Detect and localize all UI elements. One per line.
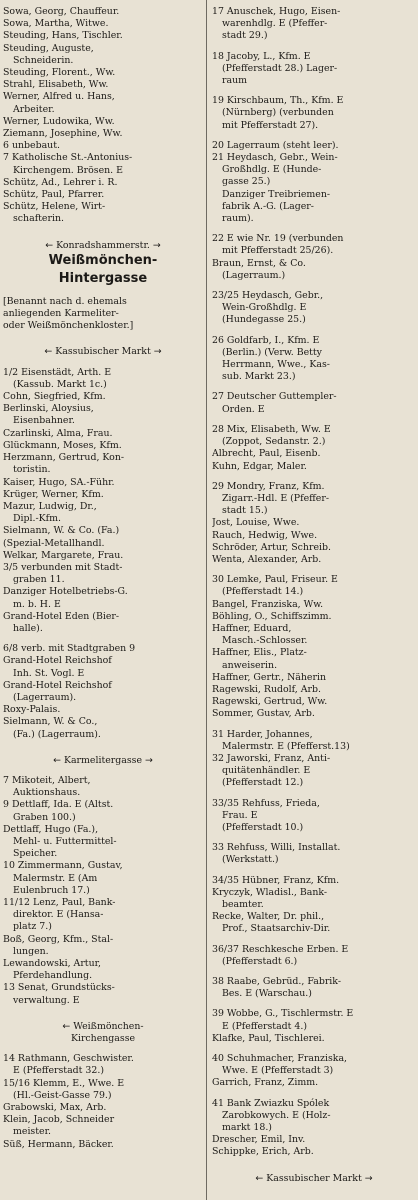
entry-line: 38 Raabe, Gebrüd., Fabrik- — [212, 976, 341, 988]
entry-line: raum — [222, 75, 247, 87]
entry-line: 7 Katholische St.-Antonius- — [3, 152, 133, 164]
entry-line: 1/2 Eisenstädt, Arth. E — [3, 366, 112, 378]
entry-line: 33/35 Rehfuss, Frieda, — [212, 797, 320, 809]
entry-line: Schütz, Paul, Pfarrer. — [3, 189, 105, 201]
entry-line: 7 Mikoteit, Albert, — [3, 774, 91, 786]
spacer — [212, 968, 416, 976]
entry-line: Kirchengem. Brösen. E — [13, 164, 123, 176]
entry-line: 30 Lemke, Paul, Friseur. E — [212, 574, 338, 586]
entry-line: Auktionshaus. — [13, 787, 81, 799]
entry-line: sub. Markt 23.) — [222, 371, 296, 383]
entry-line: 17 Anuschek, Hugo, Eisen- — [212, 6, 341, 17]
entry-line: Ragewski, Rudolf, Arb. — [212, 683, 321, 695]
entry-line: 26 Goldfarb, I., Kfm. E — [212, 334, 320, 346]
entry-line: E (Pfefferstadt 4.) — [222, 1020, 308, 1032]
entry-line: Zigarr.-Hdl. E (Pfeffer- — [222, 492, 329, 504]
entry-line: Graben 100.) — [13, 811, 76, 823]
entry-line: 40 Schuhmacher, Franziska, — [212, 1053, 348, 1065]
entry-line: 41 Bank Zwiazku Spólek — [212, 1097, 330, 1109]
entry-line: Dettlaff, Hugo (Fa.), — [3, 823, 99, 835]
entry-line: Roxy-Palais. — [3, 704, 61, 716]
entry-line: Schneiderin. — [13, 54, 74, 66]
entry-line: 27 Deutscher Guttempler- — [212, 391, 337, 403]
spacer — [212, 936, 416, 944]
entry-line: Großhdlg. E (Hunde- — [222, 164, 322, 176]
entry-line: (Werkstatt.) — [222, 854, 279, 866]
entry-line: 20 Lagerraum (steht leer). — [212, 139, 339, 151]
entry-line: Grand-Hotel Eden (Bier- — [3, 610, 120, 622]
entry-line: 15/16 Klemm, E., Wwe. E — [3, 1077, 125, 1089]
entry-line: Ragewski, Gertrud, Ww. — [212, 696, 328, 708]
entry-line: Schippke, Erich, Arb. — [212, 1146, 314, 1158]
entry-line: Masch.-Schlosser. — [222, 635, 308, 647]
cross-street-label: Konradshammerstr. — [56, 239, 150, 251]
spacer — [212, 834, 416, 842]
entry-line: (Spezial-Metallhandl. — [3, 537, 105, 549]
entry-line: (Fa.) (Lagerraum). — [13, 728, 101, 740]
spacer — [212, 867, 416, 875]
arrow-left-icon: ← — [255, 1172, 267, 1184]
entry-line: toristin. — [13, 464, 51, 476]
entry-line: (Nürnberg) (verbunden — [222, 107, 334, 119]
spacer — [212, 87, 416, 95]
entry-line: Malermstr. E (Am — [13, 872, 98, 884]
spacer — [212, 327, 416, 335]
entry-line: oder Weißmönchenkloster.] — [3, 320, 134, 332]
entry-line: Kaiser, Hugo, SA.-Führ. — [3, 476, 115, 488]
entry-line: Mazur, Ludwig, Dr., — [3, 500, 97, 512]
entry-line: Klafke, Paul, Tischlerei. — [212, 1032, 325, 1044]
entry-line: 11/12 Lenz, Paul, Bank- — [3, 897, 116, 908]
entry-line: 22 E wie Nr. 19 (verbunden — [212, 233, 344, 245]
spacer — [212, 473, 416, 481]
arrow-right-icon: → — [149, 239, 161, 251]
entry-line: Dipl.-Kfm. — [13, 513, 62, 525]
entry-line: Steuding, Hans, Tischler. — [3, 30, 123, 42]
cross-street-label: Weißmönchen- — [73, 1020, 144, 1032]
entry-line: (Kassub. Markt 1c.) — [13, 378, 107, 390]
entry-line: 14 Rathmann, Geschwister. — [3, 1053, 134, 1065]
left-column — [3, 6, 203, 1151]
entry-line: Cohn, Siegfried, Kfm. — [3, 391, 106, 403]
entry-line: direktor. E (Hansa- — [13, 909, 104, 921]
entry-line: mit Pfefferstadt 25/26). — [222, 245, 334, 257]
entry-line: Bangel, Franziska, Ww. — [212, 598, 324, 610]
cross-street-label: Karmelitergasse — [63, 754, 143, 766]
spacer — [3, 767, 203, 775]
entry-line: Welkar, Margarete, Frau. — [3, 549, 124, 561]
entry-line: Werner, Ludowika, Ww. — [3, 115, 115, 127]
entry-line: Klein, Jacob, Schneider — [3, 1114, 115, 1126]
entry-line: (Pfefferstadt 12.) — [222, 777, 304, 789]
entry-line: Danziger Hotelbetriebs-G. — [3, 586, 128, 598]
spacer — [212, 1000, 416, 1008]
arrow-right-icon: → — [361, 1172, 373, 1184]
arrow-left-icon: ← — [62, 1020, 74, 1032]
entry-line: anliegenden Karmeliter- — [3, 308, 119, 320]
entry-line: Czarlinski, Alma, Frau. — [3, 427, 113, 439]
spacer — [3, 288, 203, 296]
entry-line: 29 Mondry, Franz, Kfm. — [212, 480, 325, 492]
entry-line: (Pfefferstadt 14.) — [222, 586, 304, 598]
entry-line: 21 Heydasch, Gebr., Wein- — [212, 152, 338, 164]
entry-line: (Hl.-Geist-Gasse 79.) — [13, 1089, 112, 1101]
entry-line: Schröder, Artur, Schreib. — [212, 541, 331, 553]
spacer — [212, 383, 416, 391]
spacer — [3, 635, 203, 643]
entry-line: 36/37 Reschkesche Erben. E — [212, 943, 349, 955]
entry-line: Malermstr. E (Pfefferst.13) — [222, 740, 350, 752]
entry-line: Böhling, O., Schiffszimm. — [212, 610, 332, 622]
entry-line: (Pfefferstadt 10.) — [222, 821, 304, 833]
arrow-left-icon: ← — [44, 346, 56, 358]
entry-line: Speicher. — [13, 848, 58, 860]
entry-line: Sielmann, W. & Co., — [3, 716, 98, 728]
cross-street — [3, 1021, 203, 1033]
cross-street — [3, 240, 203, 252]
entry-line: Frau. E — [222, 809, 258, 821]
spacer — [3, 741, 203, 755]
entry-line: Haffner, Elis., Platz- — [212, 647, 307, 659]
entry-line: Kryczyk, Wladisl., Bank- — [212, 886, 328, 898]
entry-line: 33 Rehfuss, Willi, Installat. — [212, 842, 341, 854]
entry-line: Grand-Hotel Reichshof — [3, 655, 112, 667]
entry-line: Krüger, Werner, Kfm. — [3, 488, 104, 500]
entry-line: 39 Wobbe, G., Tischlermstr. E — [212, 1008, 354, 1020]
entry-line: Haffner, Eduard, — [212, 622, 292, 634]
entry-line: Danziger Treibriemen- — [222, 188, 331, 200]
entry-line: Albrecht, Paul, Eisenb. — [212, 448, 321, 460]
cross-street-label: Kassubischer Markt — [55, 346, 151, 358]
spacer — [212, 566, 416, 574]
entry-line: gasse 25.) — [222, 176, 271, 188]
entry-line: Prof., Staatsarchiv-Dir. — [222, 923, 331, 935]
entry-line: Herzmann, Gertrud, Kon- — [3, 452, 125, 464]
entry-line: Wwe. E (Pfefferstadt 3) — [222, 1065, 334, 1077]
entry-line: (Zoppot, Sedanstr. 2.) — [222, 436, 326, 448]
entry-line: (Hundegasse 25.) — [222, 314, 306, 326]
entry-line: 32 Jaworski, Franz, Anti- — [212, 752, 331, 764]
entry-line: Sielmann, W. & Co. (Fa.) — [3, 525, 120, 537]
spacer — [212, 1090, 416, 1098]
entry-line: quitätenhändler. E — [222, 765, 311, 777]
entry-line: Eulenbruch 17.) — [13, 884, 90, 896]
arrow-right-icon: → — [142, 754, 153, 766]
entry-line: graben 11. — [13, 574, 65, 586]
spacer — [212, 1045, 416, 1053]
cross-street — [212, 1173, 416, 1185]
entry-line: (Berlin.) (Verw. Betty — [222, 346, 322, 358]
spacer — [3, 1045, 203, 1053]
entry-line: raum). — [222, 213, 254, 225]
entry-line: Schütz, Ad., Lehrer i. R. — [3, 176, 118, 188]
entry-line: 3/5 verbunden mit Stadt- — [3, 561, 123, 573]
entry-line: 6/8 verb. mit Stadtgraben 9 — [3, 643, 136, 655]
spacer — [212, 416, 416, 424]
entry-line: Wein-Großhdlg. E — [222, 302, 307, 314]
entry-line: lungen. — [13, 945, 49, 957]
entry-line: Jost, Louise, Wwe. — [212, 517, 300, 529]
entry-line: Kirchengasse — [70, 1033, 136, 1045]
entry-line: Rauch, Hedwig, Wwe. — [212, 529, 318, 541]
entry-line: 13 Senat, Grundstücks- — [3, 982, 115, 994]
arrow-right-icon: → — [150, 346, 162, 358]
entry-line: Pferdehandlung. — [13, 970, 93, 982]
arrow-left-icon: ← — [53, 754, 64, 766]
entry-line: 6 unbebaut. — [3, 140, 60, 152]
entry-line: [Benannt nach d. ehemals — [3, 295, 127, 307]
entry-line: Schütz, Helene, Wirt- — [3, 201, 106, 213]
entry-line: Süß, Hermann, Bäcker. — [3, 1138, 114, 1150]
entry-line: beamter. — [222, 899, 264, 910]
entry-line: Braun, Ernst, & Co. — [212, 257, 306, 269]
spacer — [212, 1159, 416, 1173]
entry-line: Kuhn, Edgar, Maler. — [212, 460, 307, 472]
spacer — [212, 721, 416, 729]
entry-line: Eisenbahner. — [13, 415, 75, 427]
spacer — [3, 1007, 203, 1021]
entry-line: 19 Kirschbaum, Th., Kfm. E — [212, 95, 344, 107]
entry-line: Berlinski, Aloysius, — [3, 403, 94, 415]
entry-line: Mehl- u. Futtermittel- — [13, 835, 117, 847]
entry-line: Boß, Georg, Kfm., Stal- — [3, 933, 114, 945]
street-title: Weißmönchen- — [48, 252, 158, 268]
entry-line: markt 18.) — [222, 1122, 272, 1134]
entry-line: Haffner, Gertr., Näherin — [212, 671, 326, 683]
entry-line: Sommer, Gustav, Arb. — [212, 708, 315, 720]
entry-line: Drescher, Emil, Inv. — [212, 1134, 306, 1146]
entry-line: Steuding, Auguste, — [3, 42, 94, 54]
entry-line: Strahl, Elisabeth, Ww. — [3, 79, 109, 91]
entry-line: platz 7.) — [13, 921, 52, 933]
column-divider — [206, 0, 207, 1200]
entry-line: (Lagerraum). — [13, 691, 77, 703]
entry-line: stadt 15.) — [222, 505, 268, 517]
entry-line: Steuding, Florent., Ww. — [3, 67, 116, 79]
entry-line: schafterin. — [13, 213, 64, 225]
spacer — [212, 282, 416, 290]
spacer — [212, 225, 416, 233]
entry-line: Recke, Walter, Dr. phil., — [212, 911, 325, 923]
entry-line: Arbeiter. — [13, 103, 55, 115]
entry-line: Orden. E — [222, 403, 265, 415]
arrow-left-icon: ← — [45, 239, 57, 251]
entry-line: 31 Harder, Johannes, — [212, 728, 313, 740]
entry-line: anweiserin. — [222, 659, 278, 671]
entry-line: 28 Mix, Elisabeth, Ww. E — [212, 423, 331, 435]
spacer — [212, 790, 416, 798]
entry-line: 34/35 Hübner, Franz, Kfm. — [212, 874, 340, 886]
entry-line: 10 Zimmermann, Gustav, — [3, 860, 123, 872]
entry-line: halle). — [13, 622, 43, 634]
street-title: Hintergasse — [58, 270, 148, 286]
entry-line: Inh. St. Vogl. E — [13, 667, 85, 679]
entry-line: (Lagerraum.) — [222, 269, 286, 281]
entry-line: m. b. H. E — [13, 598, 61, 610]
spacer — [3, 226, 203, 240]
entry-line: Wenta, Alexander, Arb. — [212, 553, 322, 565]
entry-line: (Pfefferstadt 28.) Lager- — [222, 62, 338, 74]
entry-line: (Pfefferstadt 6.) — [222, 955, 298, 967]
spacer — [212, 43, 416, 51]
entry-line: Ziemann, Josephine, Ww. — [3, 128, 123, 140]
entry-line: stadt 29.) — [222, 30, 268, 42]
cross-street — [3, 755, 203, 767]
entry-line: warenhdlg. E (Pfeffer- — [222, 18, 328, 30]
entry-line: Zarobkowych. E (Holz- — [222, 1109, 331, 1121]
entry-line: Grand-Hotel Reichshof — [3, 679, 112, 691]
entry-line: Grabowski, Max, Arb. — [3, 1102, 107, 1114]
cross-street-label: Kassubischer Markt — [266, 1172, 362, 1184]
entry-line: Sowa, Georg, Chauffeur. — [3, 6, 120, 17]
entry-line: mit Pfefferstadt 27). — [222, 119, 319, 131]
entry-line: Werner, Alfred u. Hans, — [3, 91, 115, 103]
entry-line: verwaltung. E — [13, 994, 80, 1006]
entry-line: E (Pfefferstadt 32.) — [13, 1065, 104, 1077]
entry-line: Lewandowski, Artur, — [3, 958, 102, 970]
entry-line: 23/25 Heydasch, Gebr., — [212, 290, 324, 302]
right-column — [212, 6, 416, 1185]
entry-line: 18 Jacoby, L., Kfm. E — [212, 50, 311, 62]
cross-street — [3, 346, 203, 358]
spacer — [3, 359, 203, 367]
entry-line: Bes. E (Warschau.) — [222, 988, 312, 1000]
entry-line: meister. — [13, 1126, 51, 1138]
spacer — [212, 132, 416, 140]
entry-line: 9 Dettlaff, Ida. E (Altst. — [3, 799, 114, 811]
entry-line: fabrik A.-G. (Lager- — [222, 200, 314, 212]
spacer — [3, 332, 203, 346]
entry-line: Sowa, Martha, Witwe. — [3, 18, 109, 30]
entry-line: Herrmann, Wwe., Kas- — [222, 359, 330, 371]
entry-line: Garrich, Franz, Zimm. — [212, 1077, 319, 1089]
entry-line: Glückmann, Moses, Kfm. — [3, 439, 122, 451]
